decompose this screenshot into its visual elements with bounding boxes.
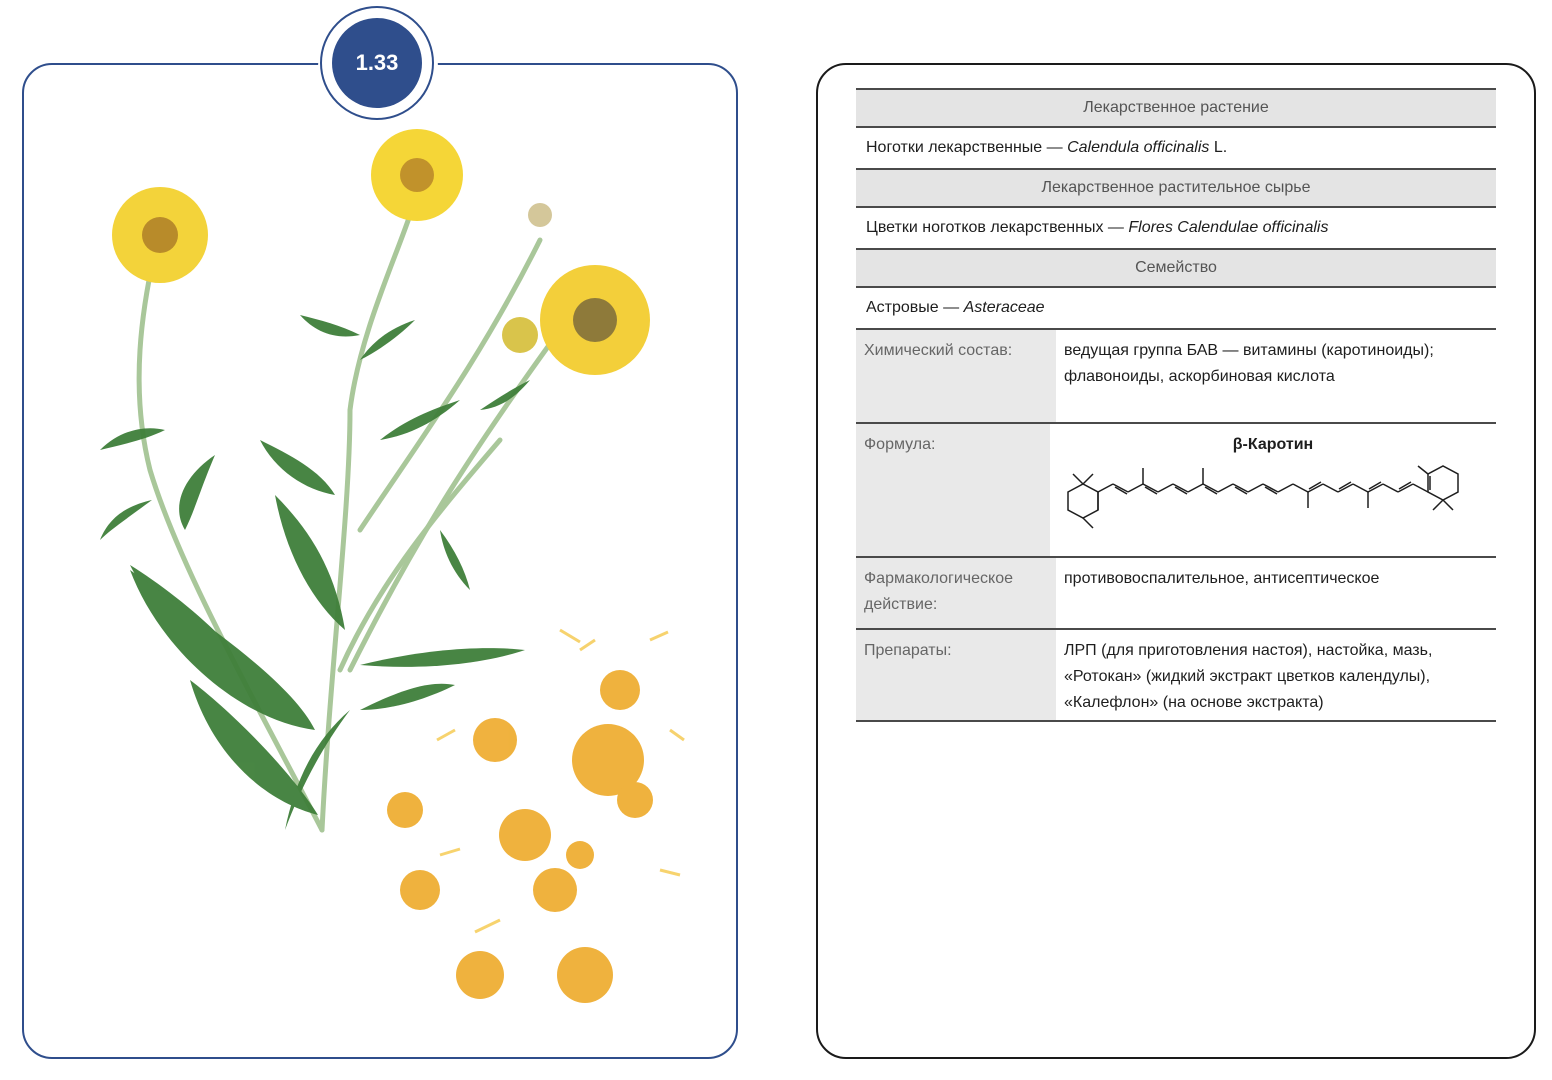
row-value-preparations: ЛРП (для приготовления настоя), настойка, мазь, «Ротокан» (жидкий экстракт цветков календулы), «Калефлон» (на основе экстракта): [1064, 642, 1433, 711]
leaves: [100, 315, 530, 830]
row-label-preparations: Препараты:: [856, 630, 1056, 720]
raw-material-heading: Лекарственное растительное сырье: [856, 168, 1496, 208]
family-heading: Семейство: [856, 248, 1496, 288]
plant-name-ru: Ноготки лекарственные —: [866, 139, 1063, 156]
table-row: [856, 628, 1496, 722]
table-row: [856, 556, 1496, 628]
row-label-action: Фармакологическое действие:: [856, 558, 1056, 628]
plant-name-latin: Calendula officinalis: [1067, 139, 1210, 156]
plant-name: [856, 128, 1496, 168]
raw-material-ru: Цветки ноготков лекарственных —: [866, 219, 1124, 236]
row-label-formula: Формула:: [856, 424, 1050, 556]
raw-material-latin: Flores Calendulae officinalis: [1128, 219, 1329, 236]
table-row: [856, 422, 1496, 556]
formula-title: β-Каротин: [1232, 436, 1314, 453]
info-table: [856, 88, 1496, 722]
table-row: [856, 328, 1496, 422]
dried-flowers: [387, 670, 653, 1003]
family-ru: Астровые —: [866, 299, 960, 316]
plant-author: L.: [1213, 139, 1228, 156]
herbarium-image: [60, 110, 700, 1040]
plant-heading: Лекарственное растение: [856, 88, 1496, 128]
row-label-composition: Химический состав:: [856, 330, 1056, 422]
family-latin: Asteraceae: [963, 299, 1045, 316]
row-value-action: противовоспалительное, антисептическое: [1064, 570, 1380, 587]
row-value-formula: [1050, 424, 1496, 556]
row-value-composition: ведущая группа БАВ — витамины (каротиноиды); флавоноиды, аскорбиновая кислота: [1064, 342, 1434, 385]
family: [856, 288, 1496, 328]
beta-carotene-structure: [1058, 462, 1488, 538]
card-number-badge: 1.33: [332, 18, 422, 108]
raw-material: [856, 208, 1496, 248]
